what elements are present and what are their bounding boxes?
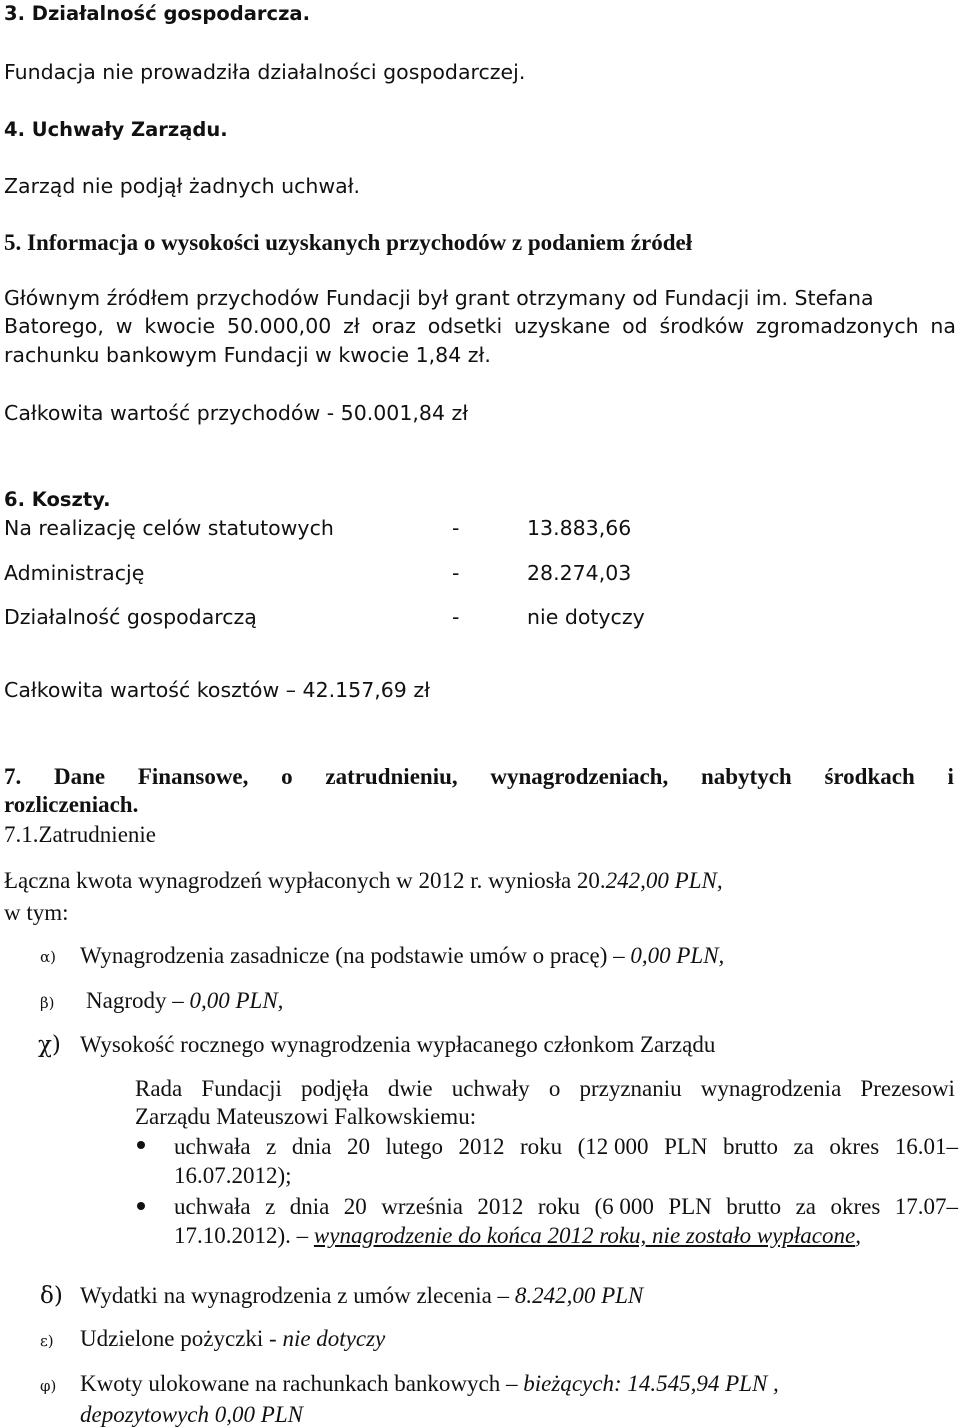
bullet-icon <box>137 1202 145 1210</box>
term-deposits-value: depozytowych 0,00 PLN <box>80 1402 303 1427</box>
cost-row-dash: - <box>452 516 460 540</box>
cost-row-label: Administrację <box>4 561 145 585</box>
resolution-1-line-1: uchwała z dnia 20 lutego 2012 roku (12 000 PLN brutto za okres 16.01– <box>174 1134 958 1159</box>
resolution-1-line-2: 16.07.2012); <box>174 1163 292 1188</box>
alpha-marker: α) <box>40 948 56 966</box>
cost-row-label: Działalność gospodarczą <box>4 605 257 629</box>
section-6-heading: 6. Koszty. <box>4 488 111 511</box>
section-4-heading: 4. Uchwały Zarządu. <box>4 118 228 141</box>
section-4-text: Zarząd nie podjął żadnych uchwał. <box>4 174 361 198</box>
section-5-paragraph-line-1: Głównym źródłem przychodów Fundacji był grant otrzymany od Fundacji im. Stefana <box>4 286 874 310</box>
phi-marker: φ) <box>40 1377 57 1395</box>
section-5-paragraph-line-3: rachunku bankowym Fundacji w kwocie 1,84 zł. <box>4 343 491 367</box>
section-3-text: Fundacja nie prowadziła działalności gospodarczej. <box>4 60 526 84</box>
loans-item: Udzielone pożyczki - nie dotyczy <box>80 1326 386 1351</box>
bonuses-item: Nagrody – 0,00 PLN, <box>86 988 284 1013</box>
cost-row-dash: - <box>452 605 460 629</box>
section-3-heading: 3. Działalność gospodarcza. <box>4 2 310 25</box>
section-5-paragraph-line-2: Batorego, w kwocie 50.000,00 zł oraz odsetki uzyskane od środków zgromadzonych na <box>4 314 956 338</box>
section-7-heading-line-1: 7. Dane Finansowe, o zatrudnieniu, wynagrodzeniach, nabytych środkach i <box>4 764 954 789</box>
section-7-heading-line-2: rozliczeniach. <box>4 792 139 817</box>
contract-wages-item: Wydatki na wynagrodzenia z umów zlecenia – 8.242,00 PLN <box>80 1283 644 1308</box>
epsilon-marker: ε) <box>40 1332 54 1350</box>
chi-marker: χ) <box>38 1032 61 1058</box>
cost-row-value: nie dotyczy <box>527 605 645 629</box>
unpaid-note: wynagrodzenie do końca 2012 roku, nie zostało wypłacone <box>313 1223 856 1248</box>
revenue-total: Całkowita wartość przychodów - 50.001,84 zł <box>4 401 469 425</box>
beta-marker: β) <box>40 994 55 1012</box>
bank-deposits-item: Kwoty ulokowane na rachunkach bankowych – bieżących: 14.545,94 PLN , <box>80 1371 779 1396</box>
bullet-icon <box>137 1141 145 1149</box>
delta-marker: δ) <box>40 1283 63 1309</box>
base-salary-item: Wynagrodzenia zasadnicze (na podstawie umów o pracę) – 0,00 PLN, <box>80 943 725 968</box>
cost-row-label: Na realizację celów statutowych <box>4 516 334 540</box>
resolution-2-line-2: 17.10.2012). – wynagrodzenie do końca 2012 roku, nie zostało wypłacone, <box>174 1223 861 1248</box>
board-resolution-paragraph-line-2: Zarządu Mateuszowi Falkowskiemu: <box>135 1104 477 1129</box>
resolution-2-line-1: uchwała z dnia 20 września 2012 roku (6 000 PLN brutto za okres 17.07– <box>174 1194 958 1219</box>
section-7-1-subheading: 7.1.Zatrudnienie <box>4 822 157 847</box>
section-5-heading: 5. Informacja o wysokości uzyskanych przychodów z podaniem źródeł <box>4 230 693 255</box>
including-label: w tym: <box>4 900 69 925</box>
cost-row-value: 13.883,66 <box>527 516 632 540</box>
salary-total: Łączna kwota wynagrodzeń wypłaconych w 2012 r. wyniosła 20.242,00 PLN, <box>4 868 723 893</box>
cost-row-value: 28.274,03 <box>527 561 632 585</box>
board-resolution-paragraph-line-1: Rada Fundacji podjęła dwie uchwały o przyznaniu wynagrodzenia Prezesowi <box>135 1076 955 1101</box>
cost-row-dash: - <box>452 561 460 585</box>
board-salary-item: Wysokość rocznego wynagrodzenia wypłacanego członkom Zarządu <box>80 1032 716 1057</box>
cost-total: Całkowita wartość kosztów – 42.157,69 zł <box>4 678 430 702</box>
